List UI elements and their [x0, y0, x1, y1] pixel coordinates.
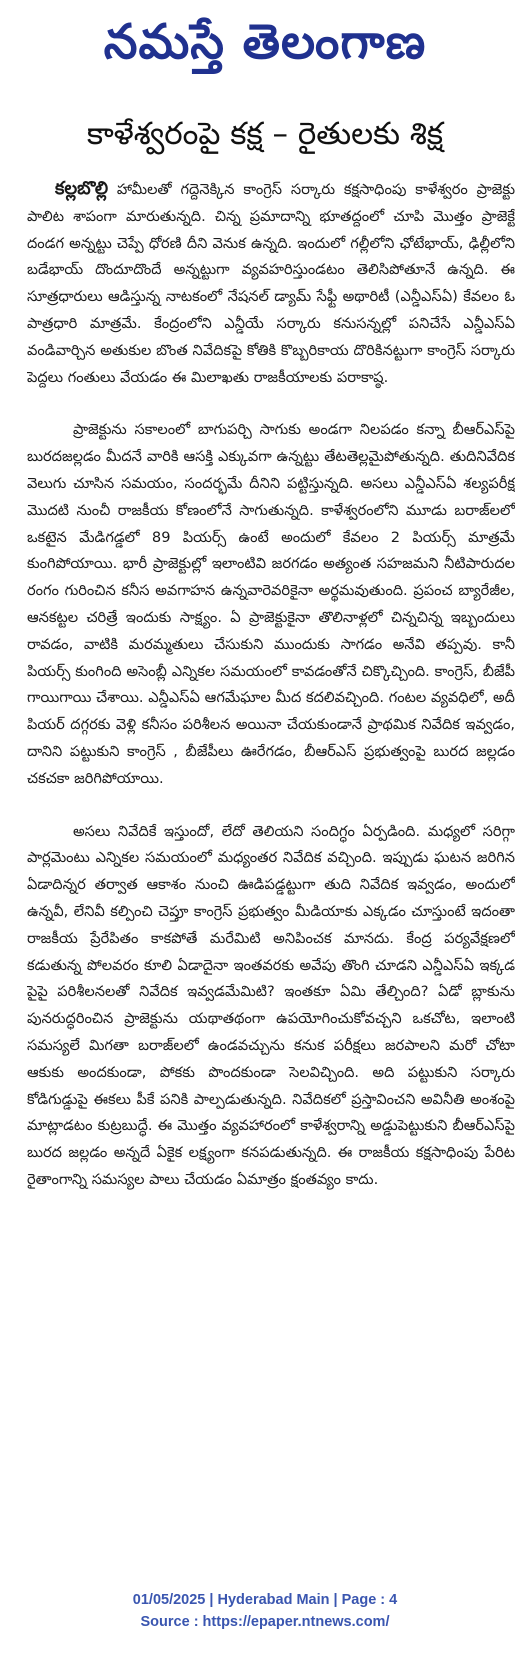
edition-info: 01/05/2025 | Hyderabad Main | Page : 4	[132, 1592, 398, 1608]
article-paragraph-1	[27, 176, 515, 391]
article-paragraph-2: ప్రాజెక్టును సకాలంలో బాగుపర్చి సాగుకు అండగా నిలపడం కన్నా బీఆర్‌ఎస్‌పై బురదజల్లడం మీదనే వారికి ఆసక్తి ఎక్కువగా ఉన్నట్టు తేటతెల్లమైపోతున్నది. తుదినివేదిక వెలుగు చూసిన సమయం, సందర్భమే దీనిని పట్టిస్తున్నది. అసలు ఎన్డీఎస్‌ఏ శల్యపరీక్ష మొదటి నుంచీ రాజకీయ కోణంలోనే సాగుతున్నది. కాళేశ్వరంలోని మూడు బరాజ్‌లలో ఒకటైన మేడిగడ్డలో 89 పియర్స్‌ ఉంటే అందులో కేవలం 2 పియర్స్‌ మాత్రమే కుంగిపోయాయి. భారీ ప్రాజెక్టుల్లో ఇలాంటివి జరగడం అత్యంత సహజమని నీటిపారుదల రంగం గురించిన కనీస అవగాహన ఉన్నవారెవరికైనా అర్థమవుతుంది. ప్రపంచ బ్యారేజీల, ఆనకట్టల చరిత్రే ఇందుకు సాక్ష్యం. ఏ ప్రాజెక్టుకైనా తొలినాళ్లలో చిన్నచిన్న ఇబ్బందులు రావడం, వాటికి మరమ్మతులు చేసుకుని ముందుకు సాగడం అనేవి తప్పవు. కానీ పియర్స్‌ కుంగింది అసెంబ్లీ ఎన్నికల సమయంలో కావడంతోనే చిక్కొచ్చింది. కాంగ్రెస్‌, బీజేపీ గాయిగాయి చేశాయి. ఎన్డీఎస్‌ఏ ఆగమేఘాల మీద కదలివచ్చింది. గంటల వ్యవధిలో, అదీ పియర్‌ దగ్గరకు వెళ్లి కనీసం పరిశీలన అయినా చేయకుండానే ప్రాథమిక నివేదిక ఇవ్వడం, దానిని పట్టుకుని కాంగ్రెస్‌ , బీజేపీలు ఊరేగడం, బీఆర్‌ఎస్‌ ప్రభుత్వంపై బురద జల్లడం చకచకా జరిగిపోయాయి.	[27, 421, 515, 787]
paragraph-1-text: హామీలతో గద్దెనెక్కిన కాంగ్రెస్‌ సర్కారు కక్షసాధింపు కాళేశ్వరం ప్రాజెక్టు పాలిట శాపంగా మారుతున్నది. చిన్న ప్రమాదాన్ని భూతద్దంలో చూపి మొత్తం ప్రాజెక్టే దండగ అన్నట్టు చెప్పే ధోరణి దీని వెనుక ఉన్నది. ఇందులో గల్లీలోని ఛోటేభాయ్‌, ఢిల్లీలోని బడేభాయ్‌ దొందూదొందే అన్నట్టుగా వ్యవహరిస్తుండటం తెలిసిపోతూనే ఉన్నది. ఈ సూత్రధారులు ఆడిస్తున్న నాటకంలో నేషనల్‌ డ్యామ్‌ సేఫ్టీ అథారిటీ (ఎన్డీఎస్‌ఏ) కేవలం ఓ పాత్రధారి మాత్రమే. కేంద్రంలోని ఎన్డీయే సర్కారు కనుసన్నల్లో పనిచేసే ఎన్డీఎస్‌ఏ వండివార్చిన అతుకుల బొంత నివేదికపై కోతికి కొబ్బరికాయ దొరికినట్టుగా కాంగ్రెస్‌ సర్కారు పెద్దలు గంతులు వేయడం ఈ మిలాఖతు రాజకీయాలకు పరాకాష్ఠ.	[27, 181, 515, 386]
source-link[interactable]: Source : https://epaper.ntnews.com/	[140, 1614, 390, 1630]
article-paragraph-3: అసలు నివేదికే ఇస్తుందో, లేదో తెలియని సందిగ్ధం ఏర్పడింది. మధ్యలో సరిగ్గా పార్లమెంటు ఎన్నికల సమయంలో మధ్యంతర నివేదిక వచ్చింది. ఇప్పుడు ఘటన జరిగిన ఏడాదిన్నర తర్వాత ఆకాశం నుంచి ఊడిపడ్డట్టుగా తుది నివేదిక ఇవ్వడం, అందులో ఉన్నవీ, లేనివీ కల్పించి చెప్తూ కాంగ్రెస్‌ ప్రభుత్వం మీడియాకు ఎక్కడం చూస్తుంటే ఇదంతా రాజకీయ ప్రేరేపితం కాకపోతే మరేమిటి అనిపించక మానదు. కేంద్ర పర్యవేక్షణలో కడుతున్న పోలవరం కూలి ఏడాదైనా ఇంతవరకు అవేపు తొంగి చూడని ఎన్డీఎస్‌ఏ ఇక్కడ పైపై పరిశీలనలతో నివేదిక ఇవ్వడమేమిటి? ఇంతకూ ఏమి తేల్చింది? ఏడో బ్లాకును పునరుద్ధరించిన ప్రాజెక్టును యథాతథంగా ఉపయోగించుకోవచ్చని ఒకచోట, ఇలాంటి సమస్యలే మిగతా బరాజ్‌లలో ఉండవచ్చును కనుక పరీక్షలు జరపాలని మరో చోటా ఆకుకు అందకుండా, పోకకు పొందకుండా సెలవిచ్చింది. అది పట్టుకుని సర్కారు కోడిగుడ్డుపై ఈకలు పీకే పనికి పాల్పడుతున్నది. నివేదికలో ప్రస్తావించని అవినీతి అంశంపై మాట్లాడటం కుట్రబుద్ధే. ఈ మొత్తం వ్యవహారంలో కాళేశ్వరాన్ని అడ్డుపెట్టుకుని బీఆర్‌ఎస్‌పై బురద జల్లడం అన్నదే ఏకైక లక్ష్యంగా కనపడుతున్నది. ఈ రాజకీయ కక్షసాధింపు పేరిట రైతాంగాన్ని సమస్యల పాలు చేయడం ఏమాత్రం క్షంతవ్యం కాదు.	[27, 822, 515, 1188]
lead-word: కల్లబొల్లి	[55, 178, 109, 199]
article-body	[27, 176, 515, 1560]
newspaper-masthead: నమస్తే తెలంగాణ	[103, 14, 427, 70]
article-headline: కాళేశ్వరంపై కక్ష – రైతులకు శిక్ష	[86, 116, 444, 152]
